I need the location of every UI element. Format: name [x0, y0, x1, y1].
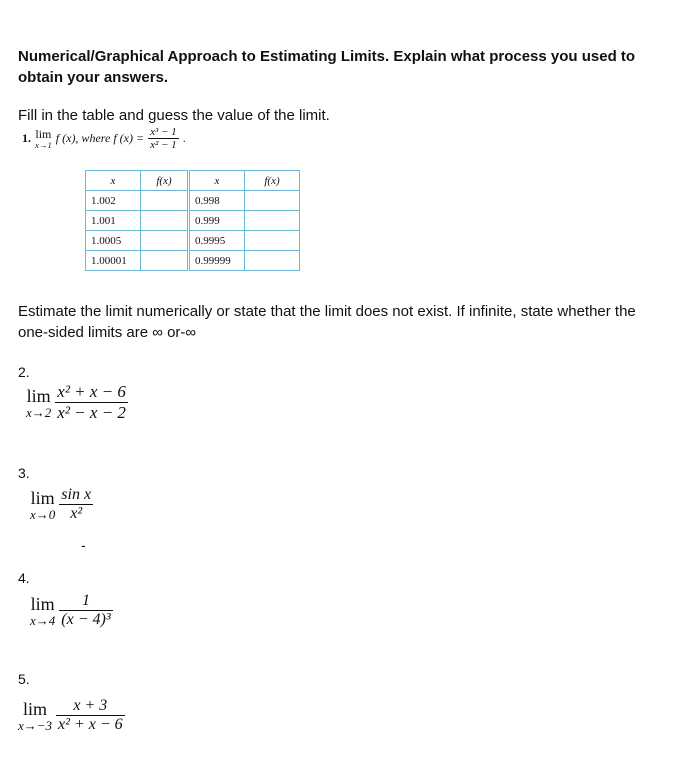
- problem-3-number: 3.: [18, 465, 30, 481]
- problem-2-number: 2.: [18, 364, 30, 380]
- denominator: (x − 4)³: [61, 611, 111, 628]
- period: .: [182, 131, 186, 145]
- problem-5: [18, 697, 125, 734]
- lim-word: lim: [30, 487, 55, 508]
- lim-word: lim: [35, 126, 52, 141]
- problem-5-number: 5.: [18, 671, 30, 687]
- lim-approach: x→4: [30, 612, 56, 628]
- denominator: x²: [59, 504, 93, 523]
- numerator: sin x: [61, 486, 92, 503]
- table-row: [86, 251, 300, 271]
- denominator: x² − 1: [150, 139, 177, 151]
- right-fx-cell[interactable]: [245, 231, 300, 251]
- limit-operator: [30, 595, 55, 627]
- left-x-cell: 1.00001: [86, 251, 141, 271]
- fraction: [59, 486, 93, 523]
- lim-word: lim: [23, 698, 48, 719]
- left-x-cell: 1.0005: [86, 231, 141, 251]
- table-row: [86, 191, 300, 211]
- left-fx-cell[interactable]: [141, 191, 188, 211]
- lim-approach: x→0: [30, 506, 56, 522]
- numerator: x³ − 1: [150, 126, 177, 138]
- denominator: x² − x − 2: [57, 403, 126, 422]
- limit-operator: [35, 128, 52, 150]
- lim-approach: x→−3: [18, 717, 53, 733]
- fraction: [148, 126, 179, 151]
- estimate-instruction: Estimate the limit numerically or state that the limit does not exist. If infinite, state whether the one-sided limits are ∞ or-∞: [18, 303, 636, 341]
- limit-operator: [26, 387, 51, 419]
- stray-dash: -: [81, 537, 86, 553]
- right-x-cell: 0.999: [190, 211, 245, 231]
- limit-operator: [18, 700, 52, 732]
- table-row: [86, 211, 300, 231]
- function-definition: f (x), where f (x) =: [55, 131, 145, 145]
- problem-4-number: 4.: [18, 570, 30, 586]
- table-row: [86, 231, 300, 251]
- values-table: [85, 170, 300, 271]
- left-fx-cell[interactable]: [141, 231, 188, 251]
- left-x-cell: 1.001: [86, 211, 141, 231]
- numerator: 1: [81, 592, 90, 609]
- right-fx-cell[interactable]: [245, 251, 300, 271]
- fill-instruction: Fill in the table and guess the value of the limit.: [18, 107, 330, 124]
- lim-approach: x→1: [35, 139, 52, 150]
- limit-operator: [30, 489, 55, 521]
- header-x-right: x: [190, 171, 245, 191]
- problem-4: [30, 592, 113, 629]
- problem-1-number: 1.: [22, 131, 31, 145]
- header-fx-left: f(x): [141, 171, 188, 191]
- values-table-wrapper: [85, 170, 300, 271]
- problem-2: [26, 382, 128, 423]
- fraction: [56, 697, 125, 734]
- right-x-cell: 0.998: [190, 191, 245, 211]
- page-heading: Numerical/Graphical Approach to Estimating Limits. Explain what process you used to obtain your answers.: [18, 48, 636, 86]
- fraction: [55, 382, 128, 423]
- left-fx-cell[interactable]: [141, 211, 188, 231]
- table-header-row: [86, 171, 300, 191]
- left-x-cell: 1.002: [86, 191, 141, 211]
- right-fx-cell[interactable]: [245, 191, 300, 211]
- left-fx-cell[interactable]: [141, 251, 188, 271]
- denominator: x² + x − 6: [58, 716, 123, 733]
- lim-approach: x→2: [26, 404, 52, 420]
- fraction: [59, 592, 112, 629]
- header-fx-right: f(x): [245, 171, 300, 191]
- right-fx-cell[interactable]: [245, 211, 300, 231]
- lim-word: lim: [30, 593, 55, 614]
- right-x-cell: 0.99999: [190, 251, 245, 271]
- numerator: x² + x − 6: [57, 382, 126, 401]
- right-x-cell: 0.9995: [190, 231, 245, 251]
- lim-word: lim: [26, 385, 51, 406]
- header-x-left: x: [86, 171, 141, 191]
- numerator: x + 3: [73, 697, 108, 714]
- problem-3: [30, 486, 93, 523]
- problem-1: [22, 126, 186, 151]
